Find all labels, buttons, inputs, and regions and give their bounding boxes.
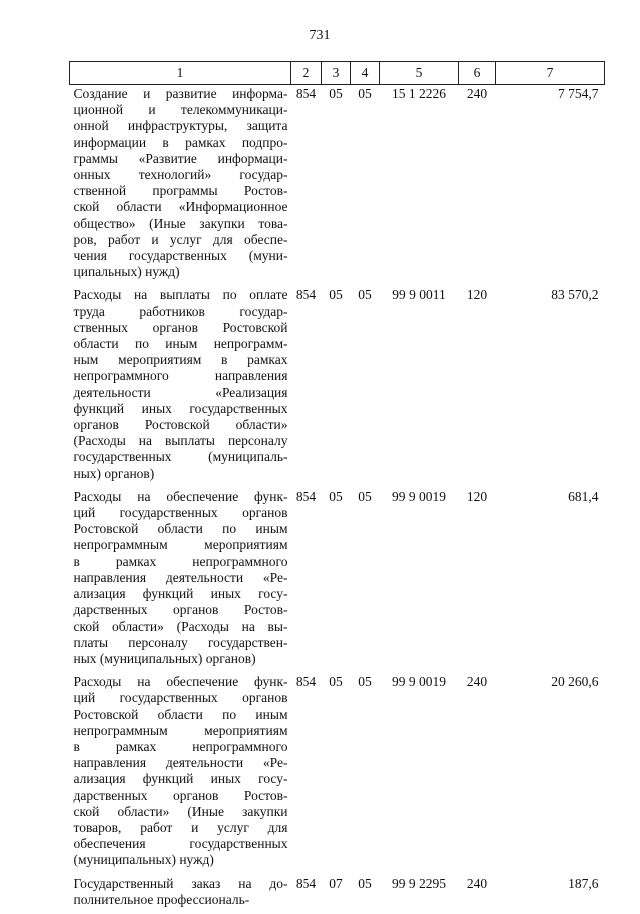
row-code-ministry: 854 bbox=[295, 488, 317, 504]
row-amount: 20 260,6 bbox=[551, 674, 599, 690]
description-line: Государственный заказ на до- bbox=[73, 875, 288, 891]
description-line: непрограммным мероприятиям bbox=[73, 537, 288, 553]
row-code-target: 99 9 0019 bbox=[392, 488, 446, 504]
description-line: обеспечения государственных bbox=[73, 836, 288, 852]
column-header-6: 6 bbox=[459, 62, 496, 85]
description-line: онной инфраструктуры, защита bbox=[73, 118, 288, 134]
row-code-section: 05 bbox=[329, 674, 343, 690]
description-line: Расходы на выплаты по оплате bbox=[73, 287, 288, 303]
description-line: ализация функций иных госу- bbox=[73, 586, 288, 602]
row-code-expense-type: 240 bbox=[466, 875, 488, 891]
row-code-ministry: 854 bbox=[295, 86, 317, 101]
row-amount: 681,4 bbox=[568, 488, 599, 504]
row-code-subsection: 05 bbox=[358, 875, 372, 891]
description-line: в рамках непрограммного bbox=[73, 553, 288, 569]
description-line: онных технологий» государ- bbox=[73, 167, 288, 183]
description-line: труда работников государ- bbox=[73, 303, 288, 319]
table-row bbox=[70, 286, 605, 487]
description-line: Создание и развитие информа- bbox=[73, 86, 288, 101]
row-amount: 187,6 bbox=[568, 875, 599, 891]
description-line: информации в рамках подпро- bbox=[73, 134, 288, 150]
description-line: (муниципальных) нужд) bbox=[73, 852, 214, 868]
description-line: ализация функций иных госу- bbox=[73, 771, 288, 787]
table-row bbox=[70, 875, 605, 914]
row-code-ministry: 854 bbox=[295, 674, 317, 690]
row-code-target: 15 1 2226 bbox=[392, 86, 446, 101]
description-line: дарственных органов Ростов- bbox=[73, 602, 288, 618]
table-row bbox=[70, 673, 605, 874]
row-description bbox=[70, 673, 291, 874]
description-line: области по иным непрограмм- bbox=[73, 336, 288, 352]
row-code-section: 05 bbox=[329, 488, 343, 504]
description-line: ных) органов) bbox=[73, 465, 155, 481]
row-code-subsection: 05 bbox=[358, 86, 372, 101]
budget-table bbox=[69, 61, 605, 914]
description-line: деятельности «Реализация bbox=[73, 384, 288, 400]
description-line: чения государственных (муни- bbox=[73, 248, 288, 264]
row-description bbox=[70, 286, 291, 487]
description-line: полнительное профессиональ- bbox=[73, 891, 250, 907]
row-description bbox=[70, 875, 291, 914]
description-line: Расходы на обеспечение функ- bbox=[73, 674, 288, 690]
description-line: ской области» (Иные закупки bbox=[73, 803, 288, 819]
description-line: ций государственных органов bbox=[73, 690, 288, 706]
row-code-target: 99 9 2295 bbox=[392, 875, 446, 891]
column-header-1: 1 bbox=[70, 62, 291, 85]
row-code-subsection: 05 bbox=[358, 674, 372, 690]
description-line: ных (муниципальных) органов) bbox=[73, 650, 256, 666]
row-amount: 83 570,2 bbox=[551, 287, 599, 303]
description-line: непрограммного направления bbox=[73, 368, 288, 384]
row-code-target: 99 9 0019 bbox=[392, 674, 446, 690]
description-line: Ростовской области по иным bbox=[73, 706, 288, 722]
row-code-subsection: 05 bbox=[358, 488, 372, 504]
row-code-expense-type: 120 bbox=[466, 287, 488, 303]
description-line: (Расходы на выплаты персоналу bbox=[73, 433, 288, 449]
row-description bbox=[70, 488, 291, 673]
row-code-expense-type: 240 bbox=[466, 674, 488, 690]
table-row bbox=[70, 85, 605, 287]
description-line: ской области «Информационное bbox=[73, 199, 288, 215]
description-line: платы персоналу государствен- bbox=[73, 634, 288, 650]
row-code-subsection: 05 bbox=[358, 287, 372, 303]
table-body bbox=[70, 85, 605, 914]
description-line: направления деятельности «Ре- bbox=[73, 569, 288, 585]
description-line: ров, работ и услуг для обеспе- bbox=[73, 231, 288, 247]
column-header-2: 2 bbox=[291, 62, 322, 85]
row-code-section: 05 bbox=[329, 287, 343, 303]
description-line: ственной программы Ростов- bbox=[73, 183, 288, 199]
row-amount: 7 754,7 bbox=[558, 86, 599, 101]
row-code-target: 99 9 0011 bbox=[392, 287, 446, 303]
description-line: функций иных государственных bbox=[73, 400, 288, 416]
description-line: ций государственных органов bbox=[73, 505, 288, 521]
row-description bbox=[70, 85, 291, 287]
description-line: ципальных) нужд) bbox=[73, 264, 180, 280]
description-line: направления деятельности «Ре- bbox=[73, 755, 288, 771]
header-row bbox=[70, 62, 605, 85]
row-code-ministry: 854 bbox=[295, 875, 317, 891]
description-line: Ростовской области по иным bbox=[73, 521, 288, 537]
description-line: товаров, работ и услуг для bbox=[73, 819, 288, 835]
row-code-expense-type: 120 bbox=[466, 488, 488, 504]
column-header-3: 3 bbox=[322, 62, 351, 85]
description-line: государственных (муниципаль- bbox=[73, 449, 288, 465]
description-line: ционной и телекоммуникаци- bbox=[73, 102, 288, 118]
description-line: органов Ростовской области» bbox=[73, 417, 288, 433]
column-header-5: 5 bbox=[380, 62, 459, 85]
description-line: общество» (Иные закупки това- bbox=[73, 215, 288, 231]
description-line: ственных органов Ростовской bbox=[73, 319, 288, 335]
column-header-7: 7 bbox=[496, 62, 605, 85]
column-header-4: 4 bbox=[351, 62, 380, 85]
description-line: дарственных органов Ростов- bbox=[73, 787, 288, 803]
description-line: граммы «Развитие информаци- bbox=[73, 150, 288, 166]
description-line: ным мероприятиям в рамках bbox=[73, 352, 288, 368]
description-line: в рамках непрограммного bbox=[73, 738, 288, 754]
page-number: 731 bbox=[309, 28, 331, 43]
row-code-expense-type: 240 bbox=[466, 86, 488, 101]
row-code-section: 05 bbox=[329, 86, 343, 101]
row-code-ministry: 854 bbox=[295, 287, 317, 303]
description-line: непрограммным мероприятиям bbox=[73, 722, 288, 738]
description-line: ской области» (Расходы на вы- bbox=[73, 618, 288, 634]
description-line: Расходы на обеспечение функ- bbox=[73, 488, 288, 504]
table-row bbox=[70, 488, 605, 673]
row-code-section: 07 bbox=[329, 875, 343, 891]
